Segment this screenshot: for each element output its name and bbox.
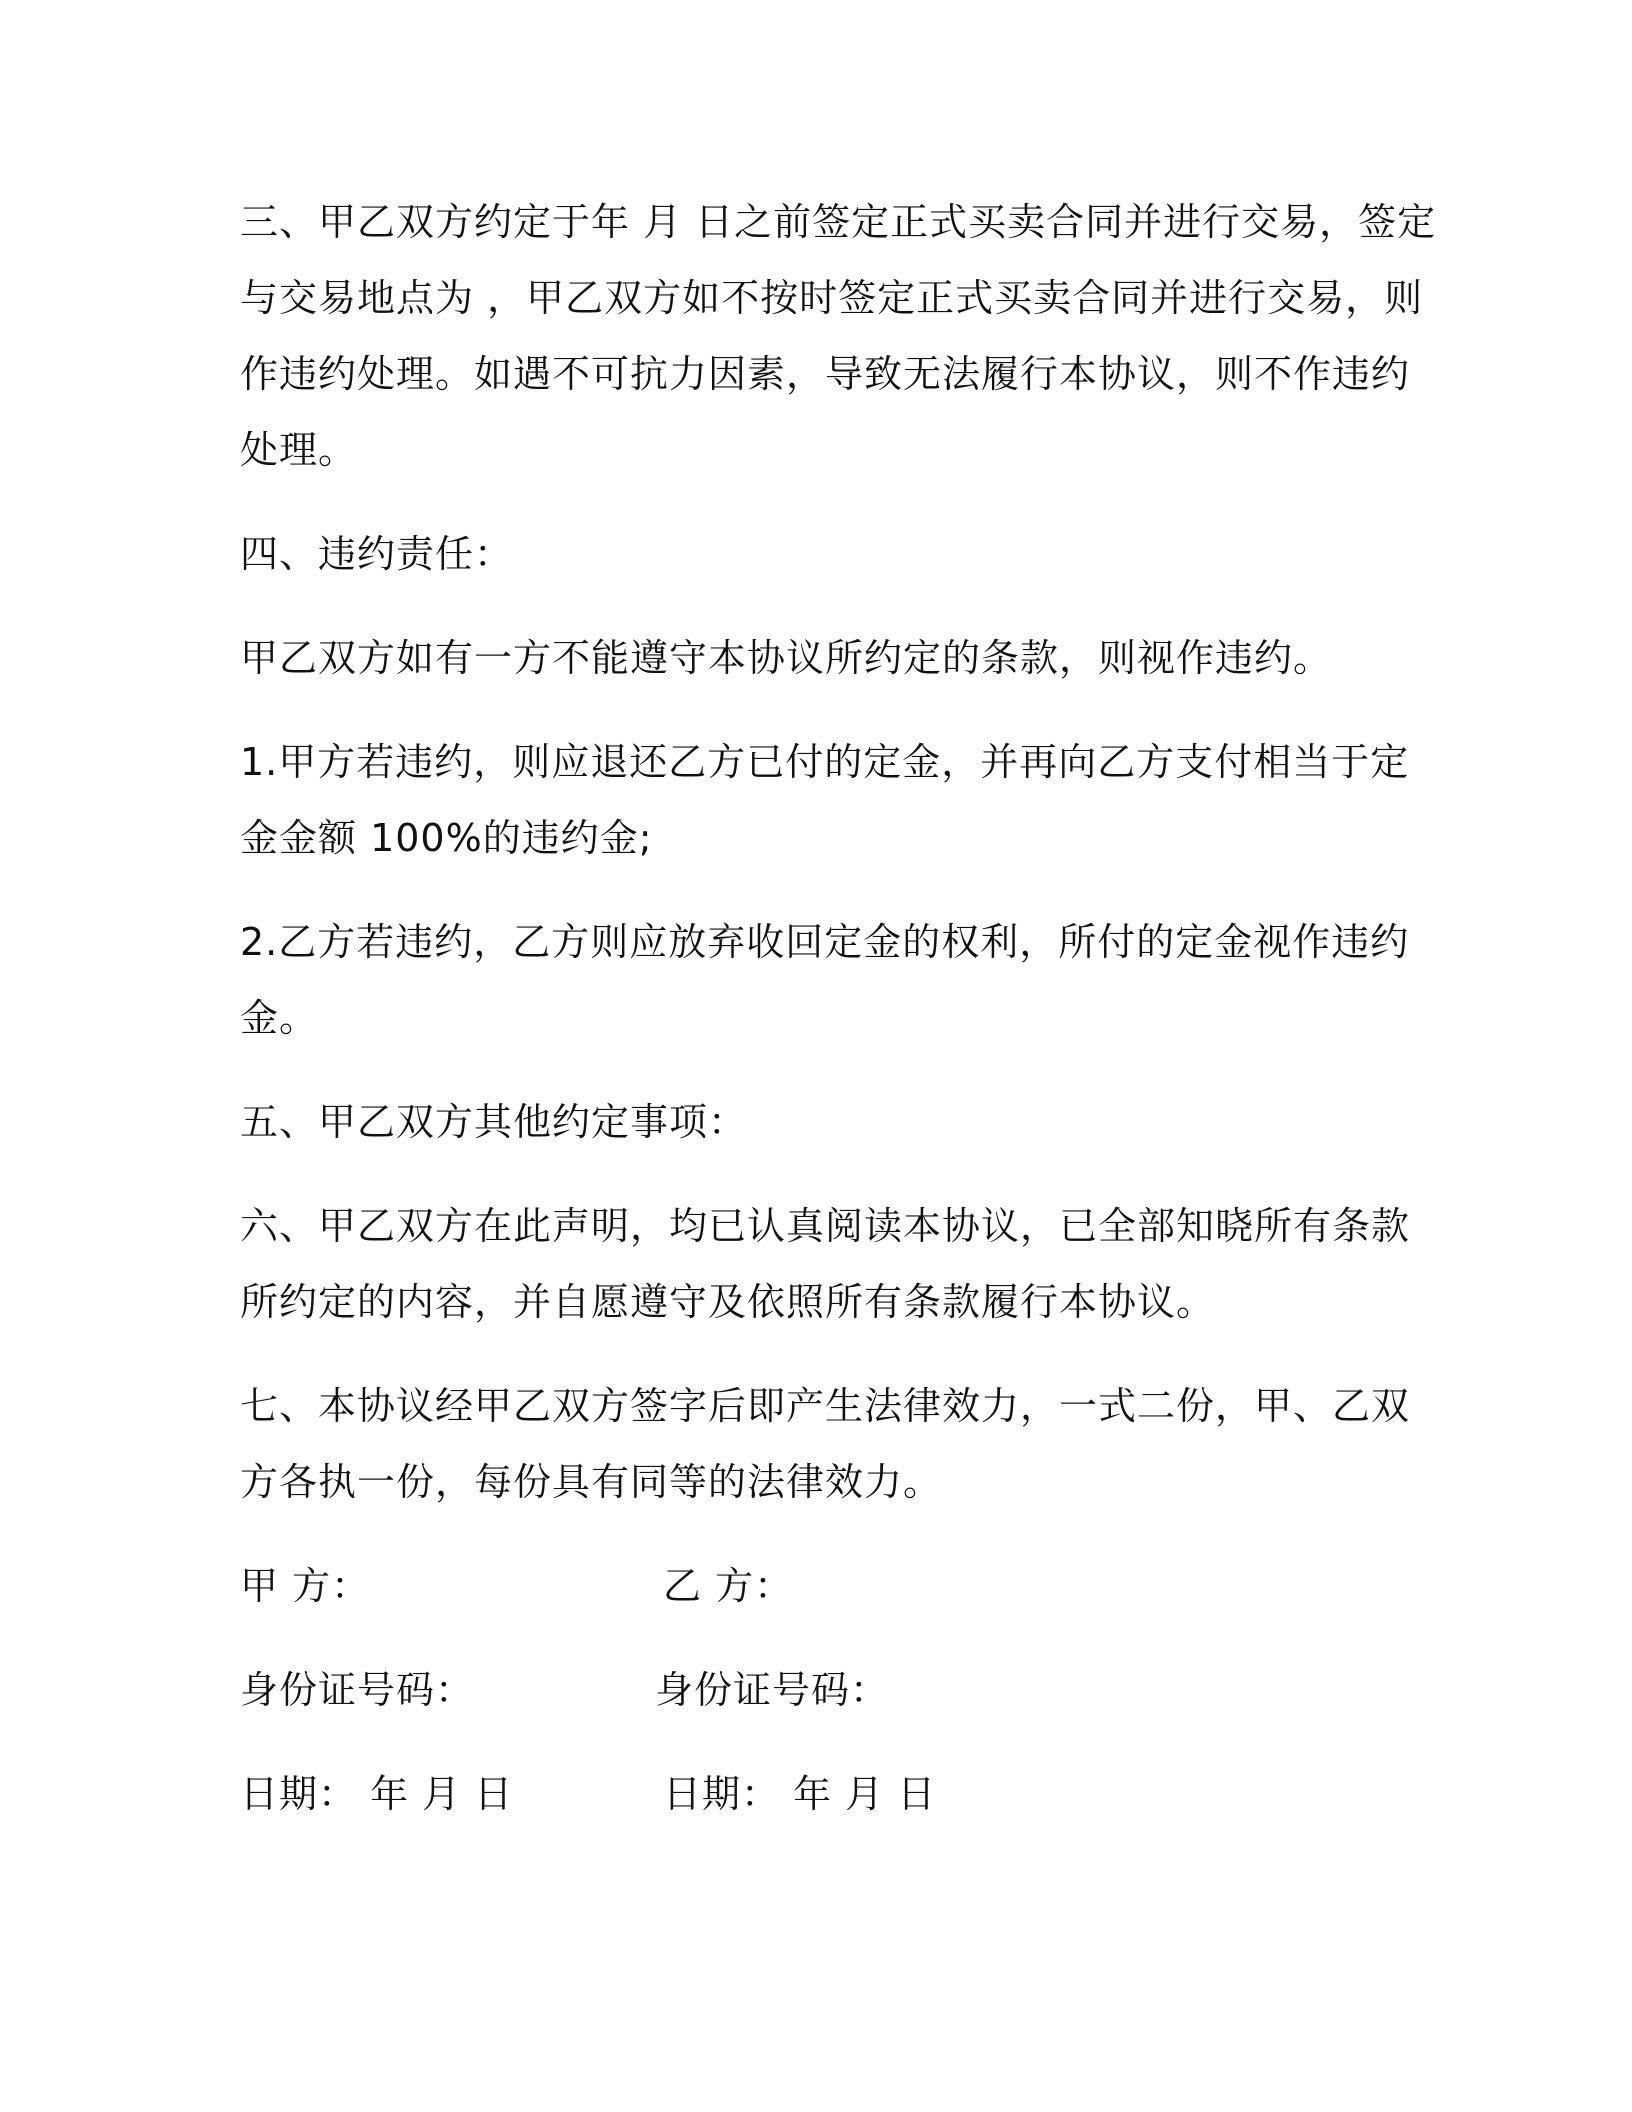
clause-7-line: 七、本协议经甲乙双方签字后即产生法律效力，一式二份，甲、乙双 [240,1384,1411,1428]
clause-6-line: 六、甲乙双方在此声明，均已认真阅读本协议，已全部知晓所有条款 [240,1204,1411,1248]
clause-3-line: 处理。 [240,428,358,472]
clause-4-item-2-line: 2.乙方若违约，乙方则应放弃收回定金的权利，所付的定金视作违约 [240,920,1410,964]
clause-3-line: 与交易地点为 ，甲乙双方如不按时签定正式买卖合同并进行交易，则 [240,276,1424,320]
clause-6 [240,1188,1411,1340]
clause-4-intro: 甲乙双方如有一方不能遵守本协议所约定的条款，则视作违约。 [240,636,1333,680]
clause-4-item-1-line: 金金额 100%的违约金; [240,816,653,860]
clause-3-line: 三、甲乙双方约定于年 月 日之前签定正式买卖合同并进行交易，签定 [240,200,1437,244]
clause-4-item-1-line: 1.甲方若违约，则应退还乙方已付的定金，并再向乙方支付相当于定 [240,740,1410,784]
clause-7-line: 方各执一份，每份具有同等的法律效力。 [240,1460,943,1504]
party-row [240,1548,1380,1624]
clause-5: 五、甲乙双方其他约定事项： [240,1100,748,1144]
clause-6-line: 所约定的内容，并自愿遵守及依照所有条款履行本协议。 [240,1280,1216,1324]
clause-3-line: 作违约处理。如遇不可抗力因素，导致无法履行本协议，则不作违约 [240,352,1411,396]
id-b-label: 身份证号码： [655,1668,890,1712]
party-b-label: 乙 方： [663,1564,794,1608]
party-a-label: 甲 方： [240,1564,371,1608]
clause-3 [240,184,1437,488]
document-body [240,184,1437,1860]
clause-4-item-2-line: 金。 [240,996,319,1040]
date-row [240,1756,1380,1832]
clause-4-heading: 四、违约责任： [240,532,514,576]
signature-block [240,1548,1380,1832]
clause-7 [240,1368,1411,1520]
date-a-label: 日期： 年 月 日 [240,1772,514,1816]
clause-4-item-2 [240,904,1410,1056]
id-row [240,1652,1380,1728]
date-b-label: 日期： 年 月 日 [663,1772,937,1816]
id-a-label: 身份证号码： [240,1668,475,1712]
clause-4-item-1 [240,724,1410,876]
